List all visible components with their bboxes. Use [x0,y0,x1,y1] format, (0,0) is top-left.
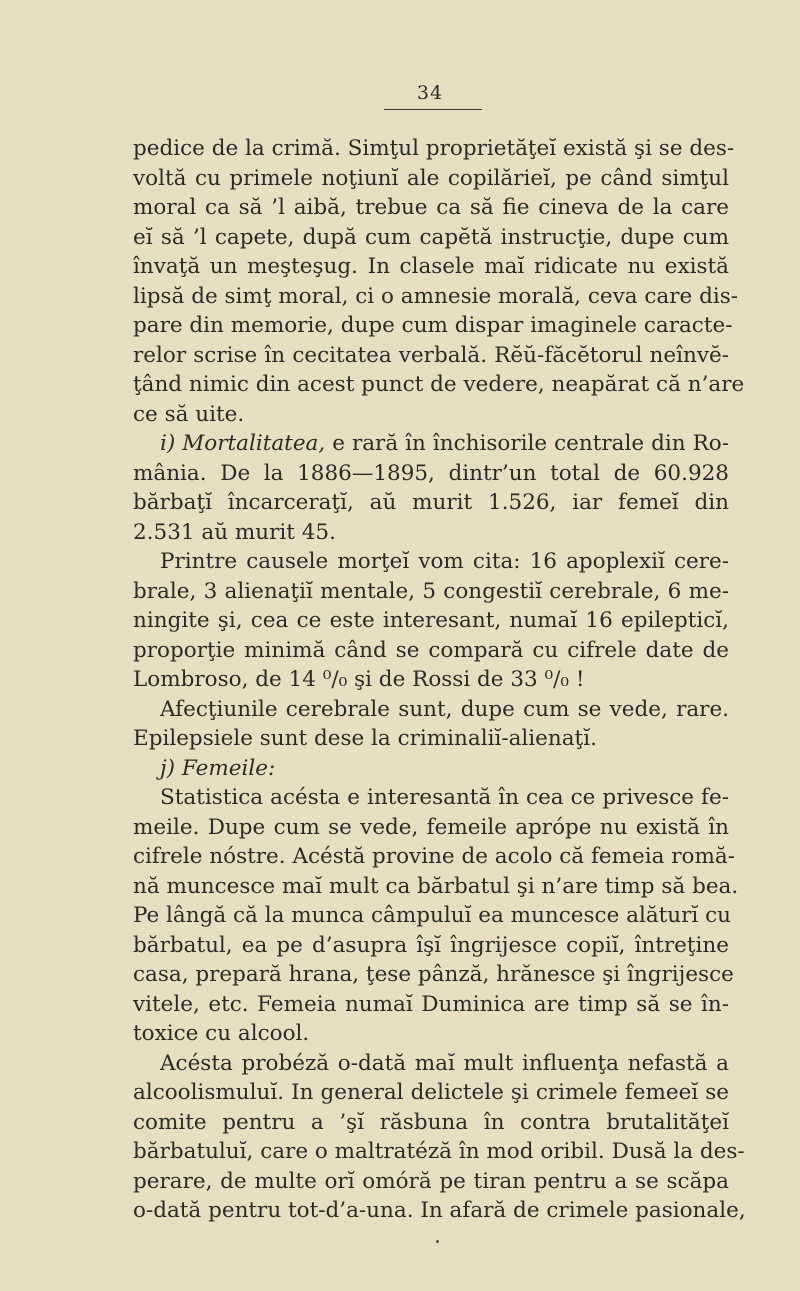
text-line: voltă cu primele noţiunĭ ale copilărieĭ, pe când simţul [133,165,729,191]
text-line: Pe lângă că la munca câmpuluĭ ea muncesce alăturĭ cu [133,903,732,928]
text-line: bărbaţĭ încarceraţĭ, aŭ murit 1.526, iar femeĭ din [133,490,729,515]
text-line: o-dată pentru tot-d’a-una. In afară de crimele pasionale, [133,1198,746,1223]
text-line: lipsă de simţ moral, ci o amnesie morală, ceva care dis- [133,283,739,309]
text-line: Acésta probéză o-dată maĭ mult influenţa nefastă a [160,1050,729,1076]
text-line: mânia. De la 1886—1895, dintr’un total de 60.928 [133,460,729,486]
page-number: 34 [416,82,444,104]
text-line: Lombroso, de 14 ⁰/₀ şi de Rossi de 33 ⁰/₀ ! [133,667,585,692]
text-line: Statistica acésta e interesantă în cea ce privesce fe- [160,785,729,810]
text-line [133,429,729,459]
text-line: nă muncesce maĭ mult ca bărbatul şi n’are timp să bea. [133,873,739,899]
text-line: ce să uite. [133,401,245,427]
text-line [133,754,729,784]
text-line: brale, 3 alienaţiĭ mentale, 5 congestiĭ cerebrale, 6 me- [133,578,729,604]
text-line: meile. Dupe cum se vede, femeile aprópe nu există în [133,814,729,840]
text-line: pedice de la crimă. Simţul proprietăţeĭ există şi se des- [133,136,735,161]
text-line: bărbatul, ea pe d’asupra îşĭ îngrijesce copiĭ, întreţine [133,932,729,958]
text-line: ţând nimic din acest punct de vedere, neapărat că n’are [133,372,745,397]
text-line: ningite şi, cea ce este interesant, numaĭ 16 epilepticĭ, [133,608,729,633]
text-line: comite pentru a ’şĭ răsbuna în contra brutalităţeĭ [133,1109,729,1135]
text-line: perare, de multe orĭ omóră pe tiran pentru a se scăpa [133,1168,729,1194]
text-line: vitele, etc. Femeia numaĭ Duminica are timp să se în- [133,991,729,1017]
header-rule [384,109,482,110]
text-line: pare din memorie, dupe cum dispar imaginele caracte- [133,313,733,338]
text-line: toxice cu alcool. [133,1021,310,1046]
body-text [133,134,746,1226]
italic-heading: i) Mortalitatea, [160,431,326,456]
text-segment: e rară în închisorile centrale din Ro- [325,431,729,456]
text-line: eĭ să ’l capete, după cum capĕtă instrucţie, dupe cum [133,224,729,250]
text-line: alcoolismuluĭ. In general delictele şi crimele femeeĭ se [133,1080,729,1105]
text-line: Epilepsiele sunt dese la criminaliĭ-alienaţĭ. [133,726,597,751]
italic-heading: j) Femeile: [160,755,276,781]
text-line: învaţă un meşteşug. In clasele maĭ ridicate nu există [133,254,729,279]
speck-mark [436,1240,439,1243]
text-line: relor scrise în cecitatea verbală. Rĕŭ-făcĕtorul neînvĕ- [133,342,729,368]
text-line: 2.531 aŭ murit 45. [133,519,336,545]
text-line: moral ca să ’l aibă, trebue ca să fie cineva de la care [133,195,729,220]
text-line: Printre causele morţeĭ vom cita: 16 apoplexiĭ cere- [160,549,729,574]
text-line: proporţie minimă când se compară cu cifrele date de [133,637,729,663]
text-line: casa, prepară hrana, ţese pânză, hrănesce şi îngrijesce [133,962,734,987]
text-line: cifrele nóstre. Acéstă provine de acolo că femeia romă- [133,844,735,869]
text-line: Afecţiunile cerebrale sunt, dupe cum se vede, rare. [160,696,729,722]
text-line: bărbatuluĭ, care o maltratéză în mod oribil. Dusă la des- [133,1139,745,1164]
